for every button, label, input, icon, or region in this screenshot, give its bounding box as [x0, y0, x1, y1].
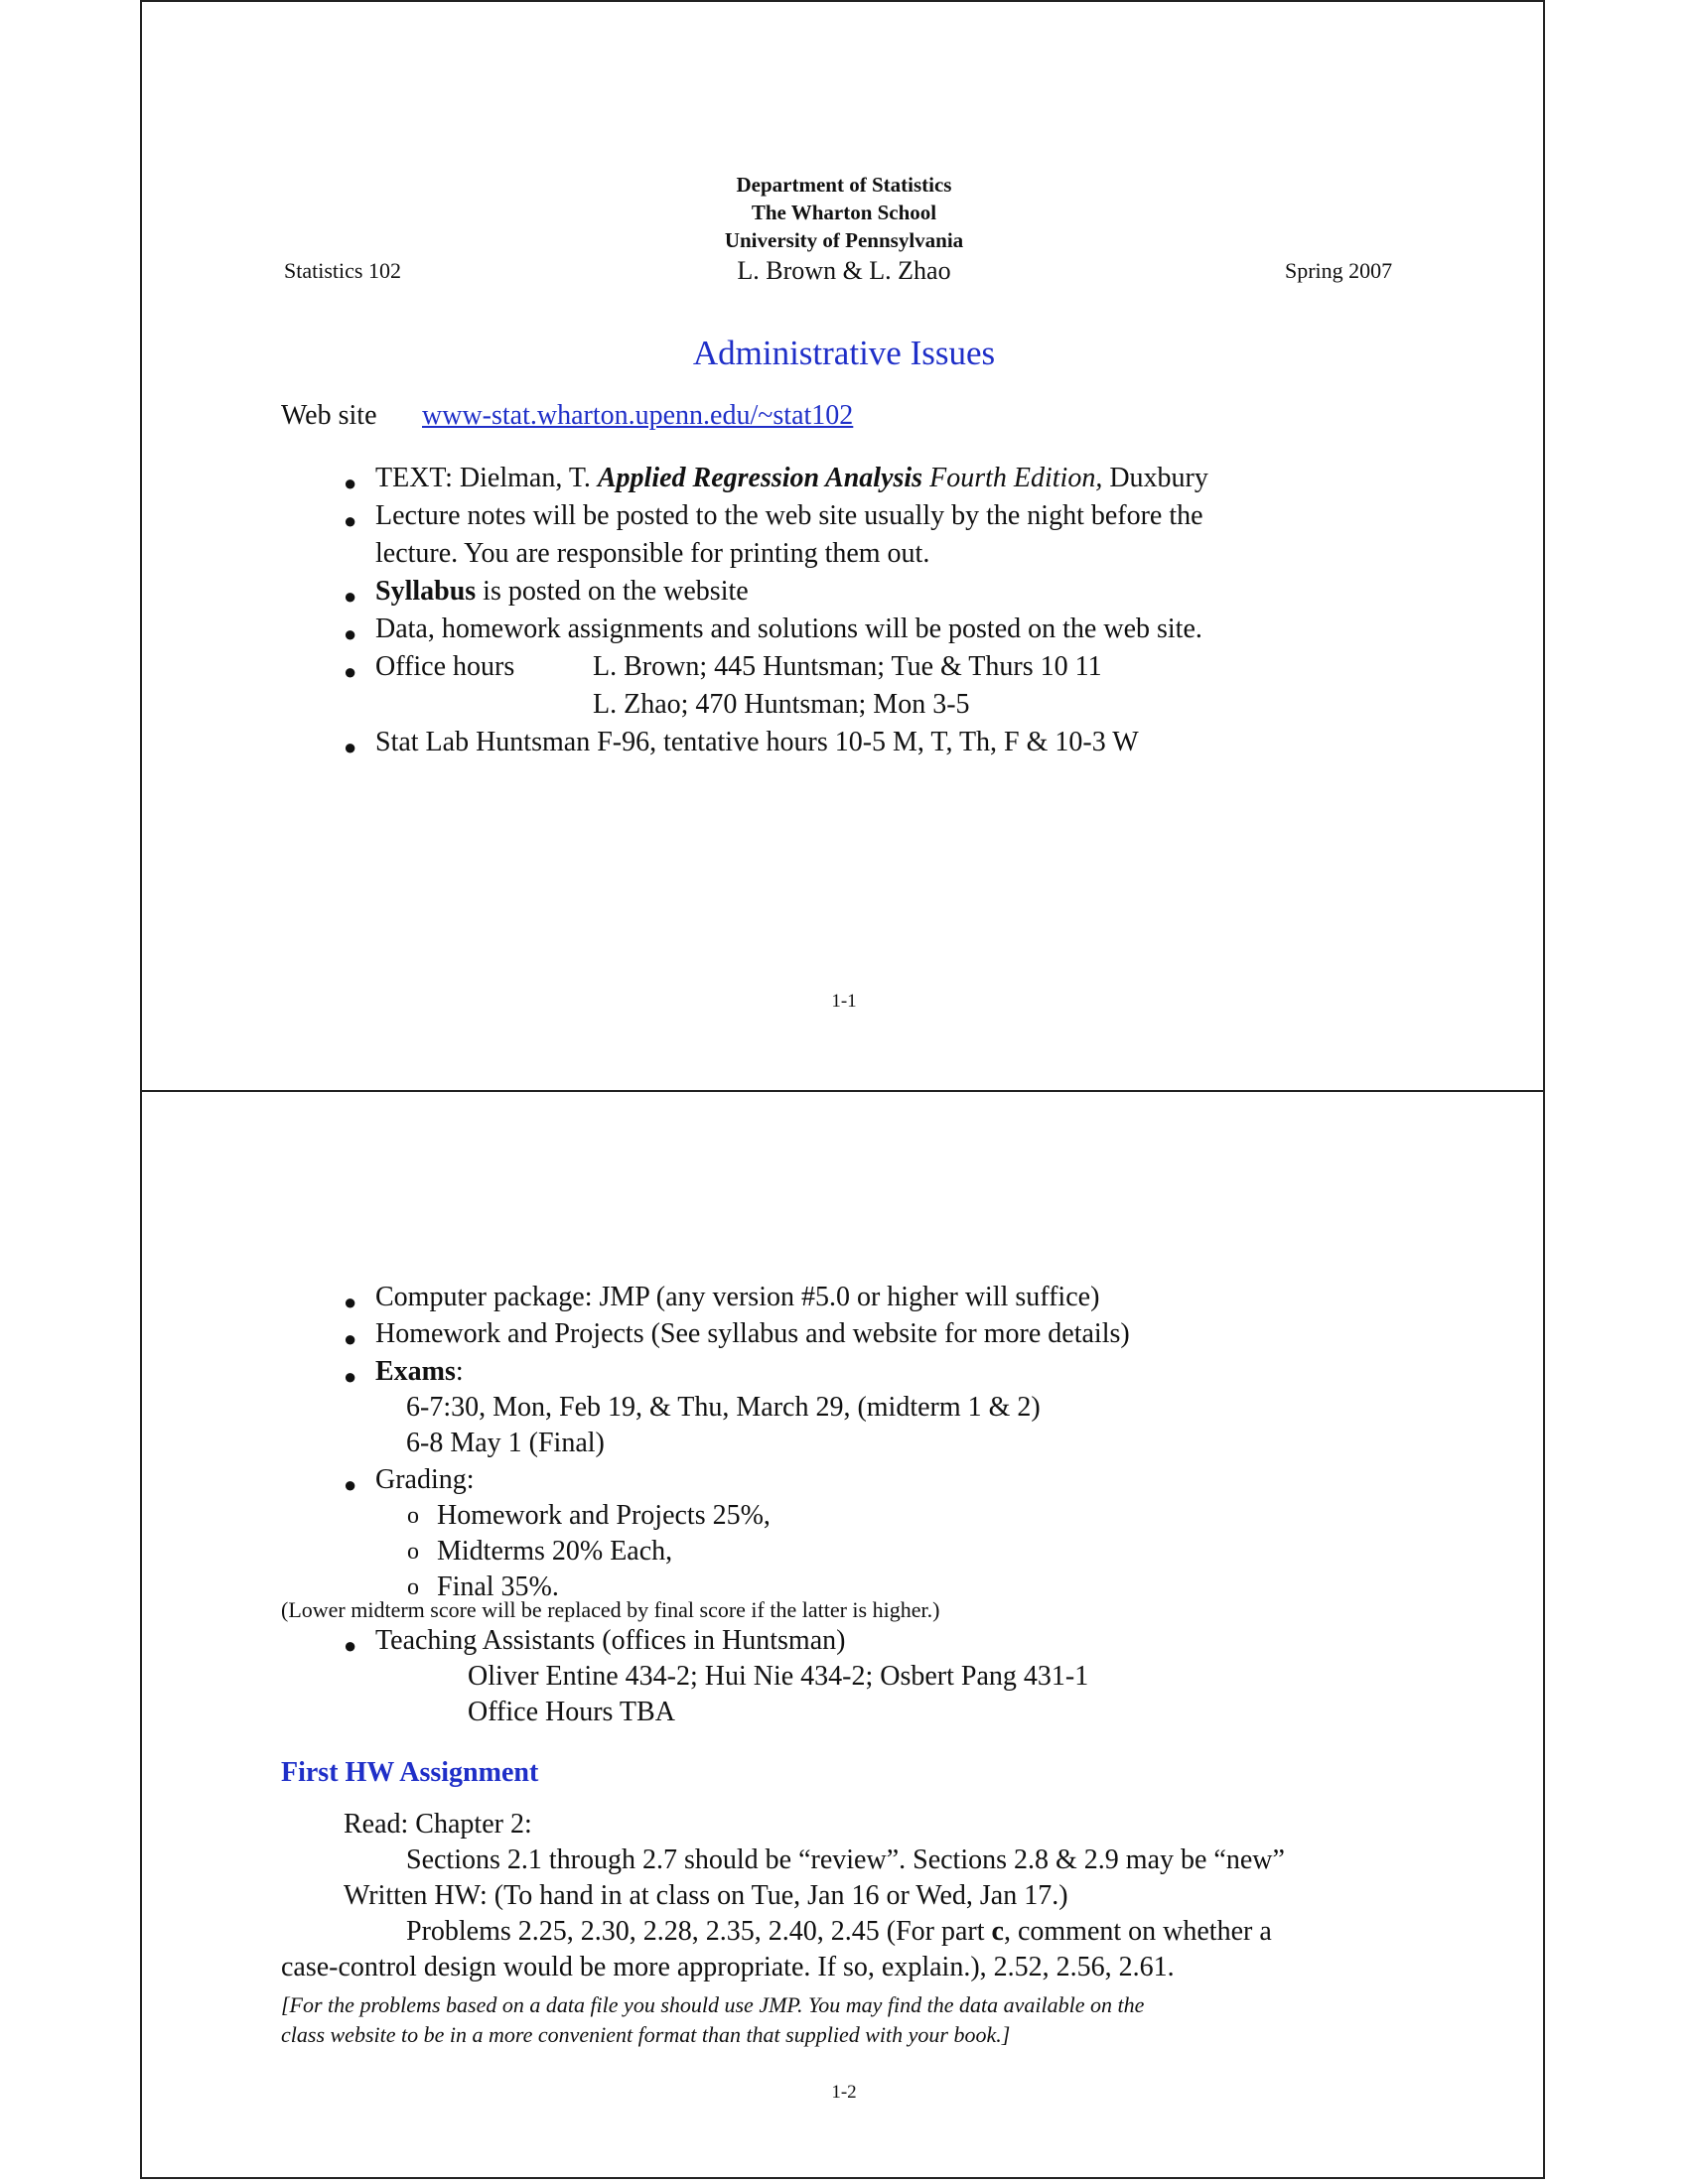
text-prefix: TEXT: Dielman, T. [375, 463, 598, 493]
header-university: University of Pennsylvania [724, 228, 964, 252]
bullet-icon: ● [344, 1326, 357, 1351]
page-title: Administrative Issues [692, 334, 996, 372]
exams-line [375, 1356, 464, 1388]
problems-line-1 [406, 1916, 1272, 1948]
syllabus-bold: Syllabus [375, 576, 477, 607]
computer-package-line: Computer package: JMP (any version #5.0 or higher will suffice) [375, 1282, 1100, 1312]
bullet-icon: ● [344, 1472, 357, 1497]
homework-line: Homework and Projects (See syllabus and website for more details) [375, 1318, 1130, 1349]
office-hours-zhao: L. Zhao; 470 Huntsman; Mon 3-5 [593, 689, 970, 720]
bullet-icon: ● [344, 659, 357, 684]
grade-midterms: Midterms 20% Each, [437, 1536, 673, 1567]
exam-dates-line-1: 6-7:30, Mon, Feb 19, & Thu, March 29, (midterm 1 & 2) [406, 1392, 1041, 1423]
exams-colon: : [455, 1356, 464, 1387]
sub-bullet-icon: o [407, 1539, 419, 1565]
sub-bullet-icon: o [407, 1574, 419, 1600]
lecture-line-1: Lecture notes will be posted to the web site usually by the night before the [375, 500, 1203, 531]
header-instructors: L. Brown & L. Zhao [737, 256, 951, 285]
sub-bullet-icon: o [407, 1503, 419, 1529]
syllabus-rest: is posted on the website [476, 576, 749, 607]
header-school: The Wharton School [751, 201, 937, 224]
problems-part: c [991, 1916, 1004, 1947]
text-book-line [375, 463, 1208, 494]
ta-names: Oliver Entine 434-2; Hui Nie 434-2; Osbert Pang 431-1 [468, 1661, 1089, 1692]
website-label: Web site [281, 400, 377, 431]
office-hours-brown: L. Brown; 445 Huntsman; Tue & Thurs 10 11 [593, 651, 1102, 682]
grade-homework: Homework and Projects 25%, [437, 1500, 771, 1531]
problems-line-2: case-control design would be more appropriate. If so, explain.), 2.52, 2.56, 2.61. [281, 1952, 1175, 1982]
data-line: Data, homework assignments and solutions will be posted on the web site. [375, 614, 1202, 644]
bullet-icon: ● [344, 471, 357, 495]
bullet-icon: ● [344, 508, 357, 533]
lecture-line-2: lecture. You are responsible for printing them out. [375, 538, 930, 569]
text-book-title: Applied Regression Analysis [597, 463, 923, 493]
grading-line: Grading: [375, 1464, 475, 1495]
problems-suffix: , comment on whether a [1003, 1916, 1272, 1947]
exams-bold: Exams [375, 1356, 456, 1387]
header-department: Department of Statistics [736, 173, 952, 197]
jmp-note-line-1: [For the problems based on a data file you should use JMP. You may find the data available on the [281, 1992, 1145, 2017]
grade-note: (Lower midterm score will be replaced by final score if the latter is higher.) [281, 1597, 940, 1622]
bullet-icon: ● [344, 584, 357, 609]
bullet-icon: ● [344, 1633, 357, 1658]
office-hours-label: Office hours [375, 651, 515, 682]
bullet-icon: ● [344, 735, 357, 759]
teaching-assistants-line: Teaching Assistants (offices in Huntsman) [375, 1625, 846, 1656]
read-line: Read: Chapter 2: [344, 1809, 532, 1840]
bullet-icon: ● [344, 1364, 357, 1389]
sections-line: Sections 2.1 through 2.7 should be “review”. Sections 2.8 & 2.9 may be “new” [406, 1844, 1285, 1875]
page-divider [140, 1090, 1545, 1092]
ta-office-hours: Office Hours TBA [468, 1697, 675, 1727]
page-number-1: 1-1 [831, 991, 857, 1012]
grade-final: Final 35%. [437, 1571, 559, 1602]
bullet-icon: ● [344, 621, 357, 646]
exam-dates-line-2: 6-8 May 1 (Final) [406, 1428, 605, 1458]
header-term: Spring 2007 [1285, 258, 1393, 283]
first-hw-heading: First HW Assignment [281, 1757, 539, 1788]
bullet-icon: ● [344, 1290, 357, 1314]
text-edition: Fourth Edition, [922, 463, 1103, 493]
syllabus-line [375, 576, 749, 608]
written-hw-line: Written HW: (To hand in at class on Tue, Jan 16 or Wed, Jan 17.) [344, 1880, 1068, 1911]
header-course: Statistics 102 [284, 258, 401, 283]
problems-prefix: Problems 2.25, 2.30, 2.28, 2.35, 2.40, 2.45 (For part [406, 1916, 992, 1947]
page-number-2: 1-2 [831, 2082, 857, 2103]
jmp-note-line-2: class website to be in a more convenient format than that supplied with your book.] [281, 2022, 1011, 2047]
stat-lab-line: Stat Lab Huntsman F-96, tentative hours 10-5 M, T, Th, F & 10-3 W [375, 727, 1139, 757]
text-publisher: Duxbury [1102, 463, 1208, 493]
website-link[interactable]: www-stat.wharton.upenn.edu/~stat102 [422, 400, 854, 431]
